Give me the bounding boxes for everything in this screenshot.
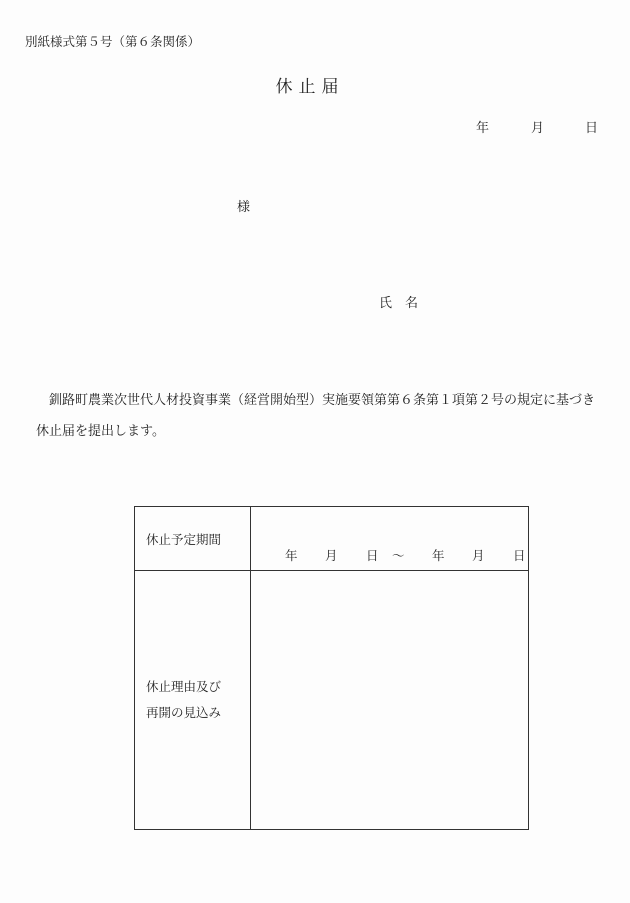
- period-start-month: 月: [325, 548, 338, 563]
- date-day-label: 日: [585, 121, 599, 136]
- period-separator: ～: [392, 548, 405, 563]
- document-title: 休止届: [275, 77, 345, 97]
- date-year-label: 年: [476, 121, 490, 136]
- applicant-name-label: 氏 名: [379, 296, 419, 311]
- body-line-2: 休止届を提出します。: [36, 424, 165, 439]
- period-end-year: 年: [432, 548, 445, 563]
- reason-label-line-1: 休止理由及び: [146, 679, 222, 694]
- date-month-label: 月: [531, 121, 545, 136]
- period-end-month: 月: [472, 548, 485, 563]
- period-label: 休止予定期間: [146, 531, 222, 547]
- period-start-year: 年: [285, 548, 298, 563]
- body-line-1: 釧路町農業次世代人材投資事業（経営開始型）実施要領第第６条第１項第２号の規定に基づき: [49, 393, 596, 408]
- period-row: [135, 507, 529, 571]
- body-paragraph: [36, 385, 611, 447]
- addressee-honorific: 様: [237, 200, 251, 215]
- reason-row: [135, 571, 529, 830]
- period-value-cell[interactable]: [251, 507, 529, 571]
- reason-label-line-2: 再開の見込み: [146, 705, 222, 720]
- period-end-day: 日: [513, 548, 526, 563]
- form-number: 別紙様式第５号（第６条関係）: [25, 34, 201, 49]
- period-label-cell: [135, 507, 251, 571]
- period-start-day: 日: [366, 548, 379, 563]
- suspension-form-table: [134, 506, 529, 830]
- reason-value-cell[interactable]: [251, 571, 529, 830]
- reason-label-cell: [135, 571, 251, 830]
